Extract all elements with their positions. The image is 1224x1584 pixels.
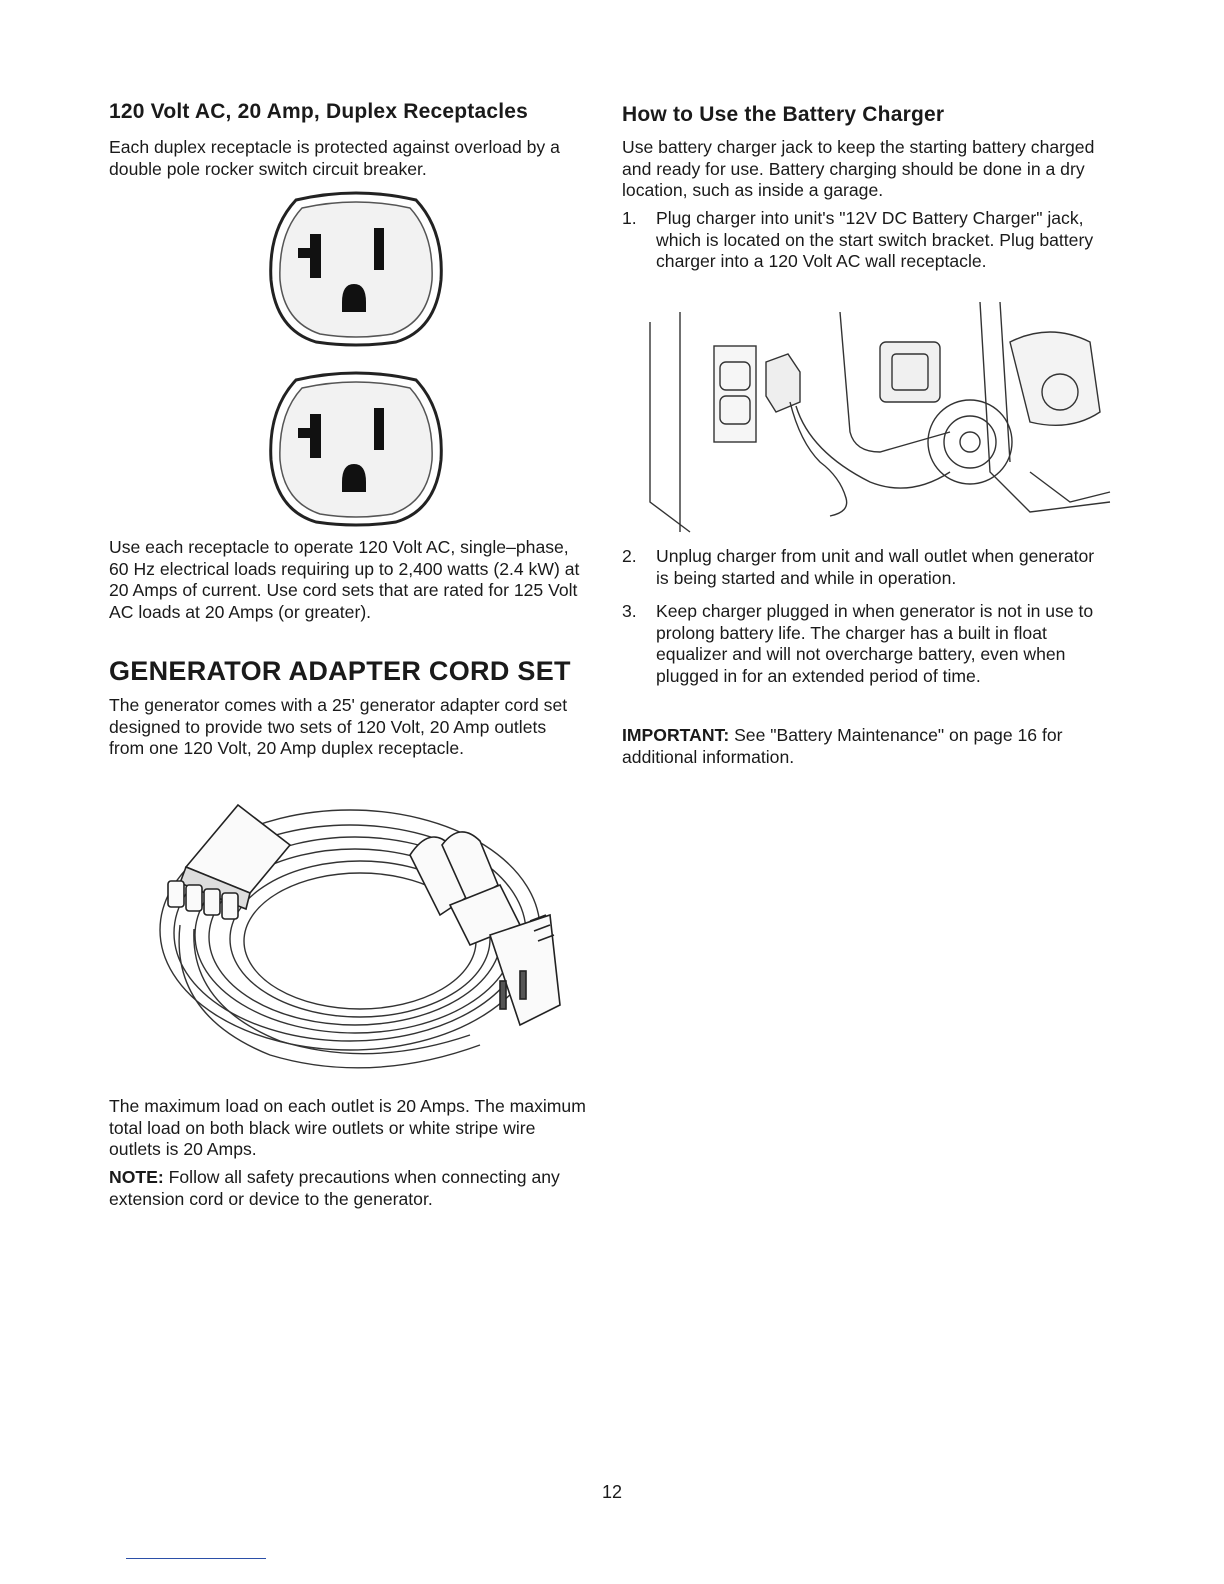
receptacles-heading: 120 Volt AC, 20 Amp, Duplex Receptacles [109, 100, 529, 123]
step-1-number: 1. [622, 208, 637, 228]
charger-intro: Use battery charger jack to keep the starting battery charged and ready for use. Battery charging should be done in a dry location, such as inside a garage. [622, 137, 1095, 200]
step-2-number: 2. [622, 546, 637, 566]
receptacles-usage: Use each receptacle to operate 120 Volt AC, single–phase, 60 Hz electrical loads requiring up to 2,400 watts (2.4 kW) at 20 Amps of current. Use cord sets that are rated for 125 Volt AC loads at 20 Amps (or greater). [109, 537, 580, 622]
cordset-heading: GENERATOR ADAPTER CORD SET [109, 656, 571, 686]
receptacle-illustration-bottom [256, 370, 456, 530]
page-number: 12 [601, 1482, 623, 1502]
step-1-text: Plug charger into unit's "12V DC Battery Charger" jack, which is located on the start switch bracket. Plug battery charger into a 120 Volt AC wall receptacle. [656, 208, 1094, 271]
important-paragraph [622, 725, 1106, 768]
note-paragraph [109, 1167, 581, 1210]
adapter-cord-illustration [150, 785, 570, 1085]
step-3-text: Keep charger plugged in when generator is not in use to prolong battery life. The charger has a built in float equalizer and will not overcharge battery, even when plugged in for an extended period of time. [656, 601, 1094, 686]
charger-heading: How to Use the Battery Charger [622, 103, 945, 126]
receptacles-intro: Each duplex receptacle is protected against overload by a double pole rocker switch circuit breaker. [109, 137, 560, 179]
receptacle-illustration-top [256, 190, 456, 350]
note-label: NOTE: [109, 1167, 164, 1187]
note-text: Follow all safety precautions when connecting any extension cord or device to the generator. [109, 1167, 560, 1209]
step-3-number: 3. [622, 601, 637, 621]
battery-charger-illustration [650, 302, 1110, 542]
important-label: IMPORTANT: [622, 725, 730, 745]
cordset-intro: The generator comes with a 25' generator adapter cord set designed to provide two sets of 120 Volt, 20 Amp outlets from one 120 Volt, 20 Amp duplex receptacle. [109, 695, 568, 758]
important-text: See "Battery Maintenance" on page 16 for additional information. [622, 725, 1063, 767]
step-2-text: Unplug charger from unit and wall outlet when generator is being started and while in operation. [656, 546, 1095, 588]
max-load-text: The maximum load on each outlet is 20 Amps. The maximum total load on both black wire outlets or white stripe wire outlets is 20 Amps. [109, 1096, 586, 1159]
footer-rule [126, 1558, 266, 1559]
